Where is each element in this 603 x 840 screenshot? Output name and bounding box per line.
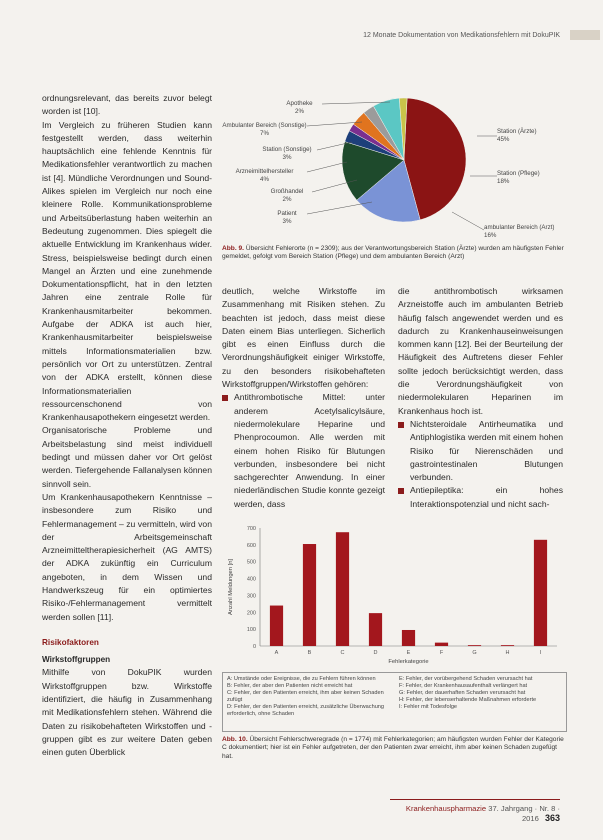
bar-G (468, 645, 481, 646)
pie-label-patient: Patient 3% (277, 210, 297, 225)
legend-right-item: G: Fehler, der dauerhaften Schaden verursacht hat (399, 690, 526, 696)
pie-leader-line-8 (452, 212, 484, 230)
y-tick-label: 0 (252, 644, 256, 650)
pie-label-hersteller: Arzneimittelhersteller 4% (235, 168, 294, 183)
bar-D (369, 613, 382, 646)
bar-chart (222, 522, 567, 670)
footer-journal: Krankenhauspharmazie (405, 804, 487, 813)
right-bullet-1: Nichtsteroidale Antirheumatika und Antiphlogistika werden mit einem hohen Risiko für Nierenschäden und gastrointestinalen Blutungen verbunden. (398, 418, 563, 484)
figure1-caption-label: Abb. 9. (222, 245, 244, 252)
y-tick-label: 400 (246, 576, 256, 583)
sub-heading: Wirkstoffgruppen (42, 655, 111, 665)
y-tick-label: 600 (246, 542, 256, 549)
middle-column (222, 285, 385, 511)
legend-right-item: I: Fehler mit Todesfolge (399, 704, 458, 710)
right-column (398, 285, 563, 511)
bar-H (501, 645, 514, 646)
bar-B (303, 544, 316, 646)
left-paragraph-5: Mithilfe von DokuPIK wurden Wirkstoffgruppen bzw. Wirkstoffe identifiziert, die häufig in Zusammenhang mit Medikationsfehlern stehen. Während die Daten zu risikobehafteten Wirkstoffen und -gruppen gibt es zur weitere Daten geben einen guten Überblick (42, 667, 212, 758)
bar-A (270, 606, 283, 646)
legend-left-item: B: Fehler, der aber den Patienten nicht erreicht hat (227, 683, 353, 689)
legend-right-item: F: Fehler, der Krankenhausaufenthalt verlängert hat (399, 683, 528, 689)
legend-right-item: H: Fehler, der lebenserhaltende Maßnahmen erforderte (399, 697, 537, 703)
running-head-bar (570, 30, 600, 40)
legend-left-item: A: Umstände oder Ereignisse, die zu Fehlern führen können (227, 676, 376, 682)
x-tick-label: I (539, 650, 542, 656)
x-tick-label: H (505, 650, 510, 656)
footer-rule (390, 799, 560, 800)
page-number: 363 (544, 813, 560, 823)
pie-label-apotheke: Apotheke 2% (286, 100, 313, 115)
figure1-caption (222, 245, 567, 262)
y-tick-label: 500 (246, 559, 256, 566)
x-tick-label: B (307, 650, 312, 656)
y-tick-label: 300 (246, 593, 256, 600)
right-bullet-2: Antiepileptika: ein hohes Interaktionspotenzial und nicht sach- (398, 484, 563, 511)
mid-bullet: Antithrombotische Mittel: unter anderem Acetylsalicylsäure, niedermolekulare Heparine und Phenprocoumon. Alle werden mit einem hohen Risiko für Blutungen verbunden, insbesondere bei nicht sachgerechter Anwendung. In einer niederländischen Studie konnte gezeigt werden, dass (222, 391, 385, 511)
pie-label-station-aerzte: Station (Ärzte) 45% (497, 128, 537, 143)
left-paragraph-1: ordnungsrelevant, das bereits zuvor belegt worden ist [10]. (42, 93, 212, 117)
left-column (42, 92, 212, 760)
x-axis-label: Fehlerkategorie (388, 659, 429, 665)
x-tick-label: E (406, 650, 411, 656)
section-heading: Risikofaktoren (42, 637, 99, 647)
pie-label-grosshandel: Großhandel 2% (270, 188, 304, 203)
bar-chart-legend (222, 672, 567, 732)
bar-chart-figure (222, 522, 567, 670)
x-tick-label: D (373, 650, 378, 656)
pie-label-station-sonstige: Station (Sonstige) 3% (262, 146, 312, 161)
running-head (300, 32, 560, 39)
y-tick-label: 700 (246, 526, 256, 532)
bar-F (435, 643, 448, 646)
x-tick-label: F (439, 650, 444, 656)
pie-label-ambulant-arzt: ambulanter Bereich (Arzt) 16% (484, 224, 555, 239)
legend-left-item: D: Fehler, der den Patienten erreicht, zusätzliche Überwachung erforderlich, ohne Schaden (227, 704, 385, 717)
pie-label-station-pflege: Station (Pflege) 18% (497, 170, 540, 185)
left-paragraph-4: Um Krankenhausapothekern Kenntnisse – insbesondere zum Risiko und Fehlermanagement – zu vermitteln, wird von der Arbeitsgemeinschaft Arzneimitteltherapiesicherheit (AG AMTS) der ADKA zukünftig ein Curriculum angeboten, in dem Wissen und Handwerkszeug für ein optimiertes Risiko-/Fehlermanagement vermittelt werden sollen [11]. (42, 491, 212, 622)
right-paragraph: die antithrombotisch wirksamen Arzneistoffe auch im ambulanten Betrieb häufig falsch angewendet werden und es dadurch zu Krankenhauseinweisungen kommen kann [12]. Bei der Beurteilung der Häufigkeit des Auftretens dieser Fehler sollte jedoch berücksichtigt werden, dass die Verordnungshäufigkeit von niedermolekularen Heparinen im Krankenhaus hoch ist. (398, 286, 563, 416)
legend-left-item: C: Fehler, der den Patienten erreicht, ihm aber keinen Schaden zufügt (227, 690, 384, 703)
left-paragraph-2: Im Vergleich zu früheren Studien kann festgestellt werden, dass weiterhin hauptsächlich eine fehlende Kenntnis für Medikationsfehler verantwortlich zu machen ist [4]. Mündliche Verordnungen und Sound-Alikes spielen im Vergleich nur noch eine kleinere Rolle. Kommunikationsprobleme und Arbeitsüberlastung haben weiterhin an Bedeutung zugenommen. Dies spiegelt die aktuelle Entwicklung im Krankenhaus wider. Stress, beispielsweise bedingt durch einen Mangel an Ärzten und eine zunehmende Dokumentationspflicht, hat in den letzten Jahren eine zentrale Rolle für Krankenhausmitarbeiter bekommen. Aufgabe der ADKA ist auch hier, Krankenhausmitarbeiter beispielsweise mittels Informationsmaterialien bzw. persönlich vor Ort zu unterstützen. Zentral von der ADKA erstellt, können diese Informationsmaterialien ressourcenschonend von Krankenhausapothekern eingesetzt werden. (42, 119, 212, 423)
figure2-caption-label: Abb. 10. (222, 736, 248, 743)
legend-left-column (227, 676, 395, 718)
legend-right-item: E: Fehler, der vorübergehend Schaden verursacht hat (399, 676, 533, 682)
figure2-caption-text: Übersicht Fehlerschweregrade (n = 1774) mit Fehlerkategorien; am häufigsten wurden Fehler der Kategorie C dokumentiert; hier ist ein Fehler aufgetreten, der den Patienten zwar erreicht, ihm aber keinen Schaden zugefügt hat. (222, 736, 564, 760)
figure2-caption (222, 736, 567, 761)
x-tick-label: C (340, 650, 345, 656)
pie-label-ambulant-sonstige: Ambulanter Bereich (Sonstige) 7% (222, 122, 307, 137)
pie-leader-line-5 (307, 202, 372, 214)
figure1-caption-text: Übersicht Fehlerorte (n = 2309); aus der Verantwortungsbereich Station (Ärzte) wurden am häufigsten Fehler gemeldet, gefolgt vom Bereich Station (Pflege) und dem ambulanten Bereich (Arzt) (222, 245, 564, 261)
x-tick-label: G (472, 650, 477, 656)
legend-right-column (399, 676, 567, 711)
bar-I (534, 540, 547, 646)
x-tick-label: A (274, 650, 279, 656)
y-tick-label: 100 (246, 627, 256, 634)
page-footer (390, 804, 560, 823)
y-tick-label: 200 (246, 610, 256, 617)
left-paragraph-3: Organisatorische Probleme und Arbeitsbelastung sind meist individuell bedingt und müssen daher vor Ort gelöst werden. Tiefergehende Fallanalysen können sinnvoll sein. (42, 425, 212, 489)
bar-C (336, 532, 349, 646)
pie-chart-figure (222, 92, 567, 242)
mid-paragraph: deutlich, welche Wirkstoffe im Zusammenhang mit Risiken stehen. Zu beachten ist jedoch, dass meist diese Daten einem Bias unterliegen. Sicherlich gibt es einen Einfluss durch die Verordnungshäufigkeit einiger Wirkstoffe, zu den besonders risikobehafteten Wirkstoffgruppen/Wirkstoffen gehören: (222, 286, 385, 390)
running-head-text: 12 Monate Dokumentation von Medikationsfehlern mit DokuPIK (363, 32, 560, 39)
footer-issue: 37. Jahrgang · Nr. 8 · 2016 (488, 804, 560, 823)
bar-E (402, 630, 415, 646)
pie-leader-line-3 (307, 162, 347, 172)
y-axis-label: Anzahl Meldungen [n] (228, 558, 234, 616)
